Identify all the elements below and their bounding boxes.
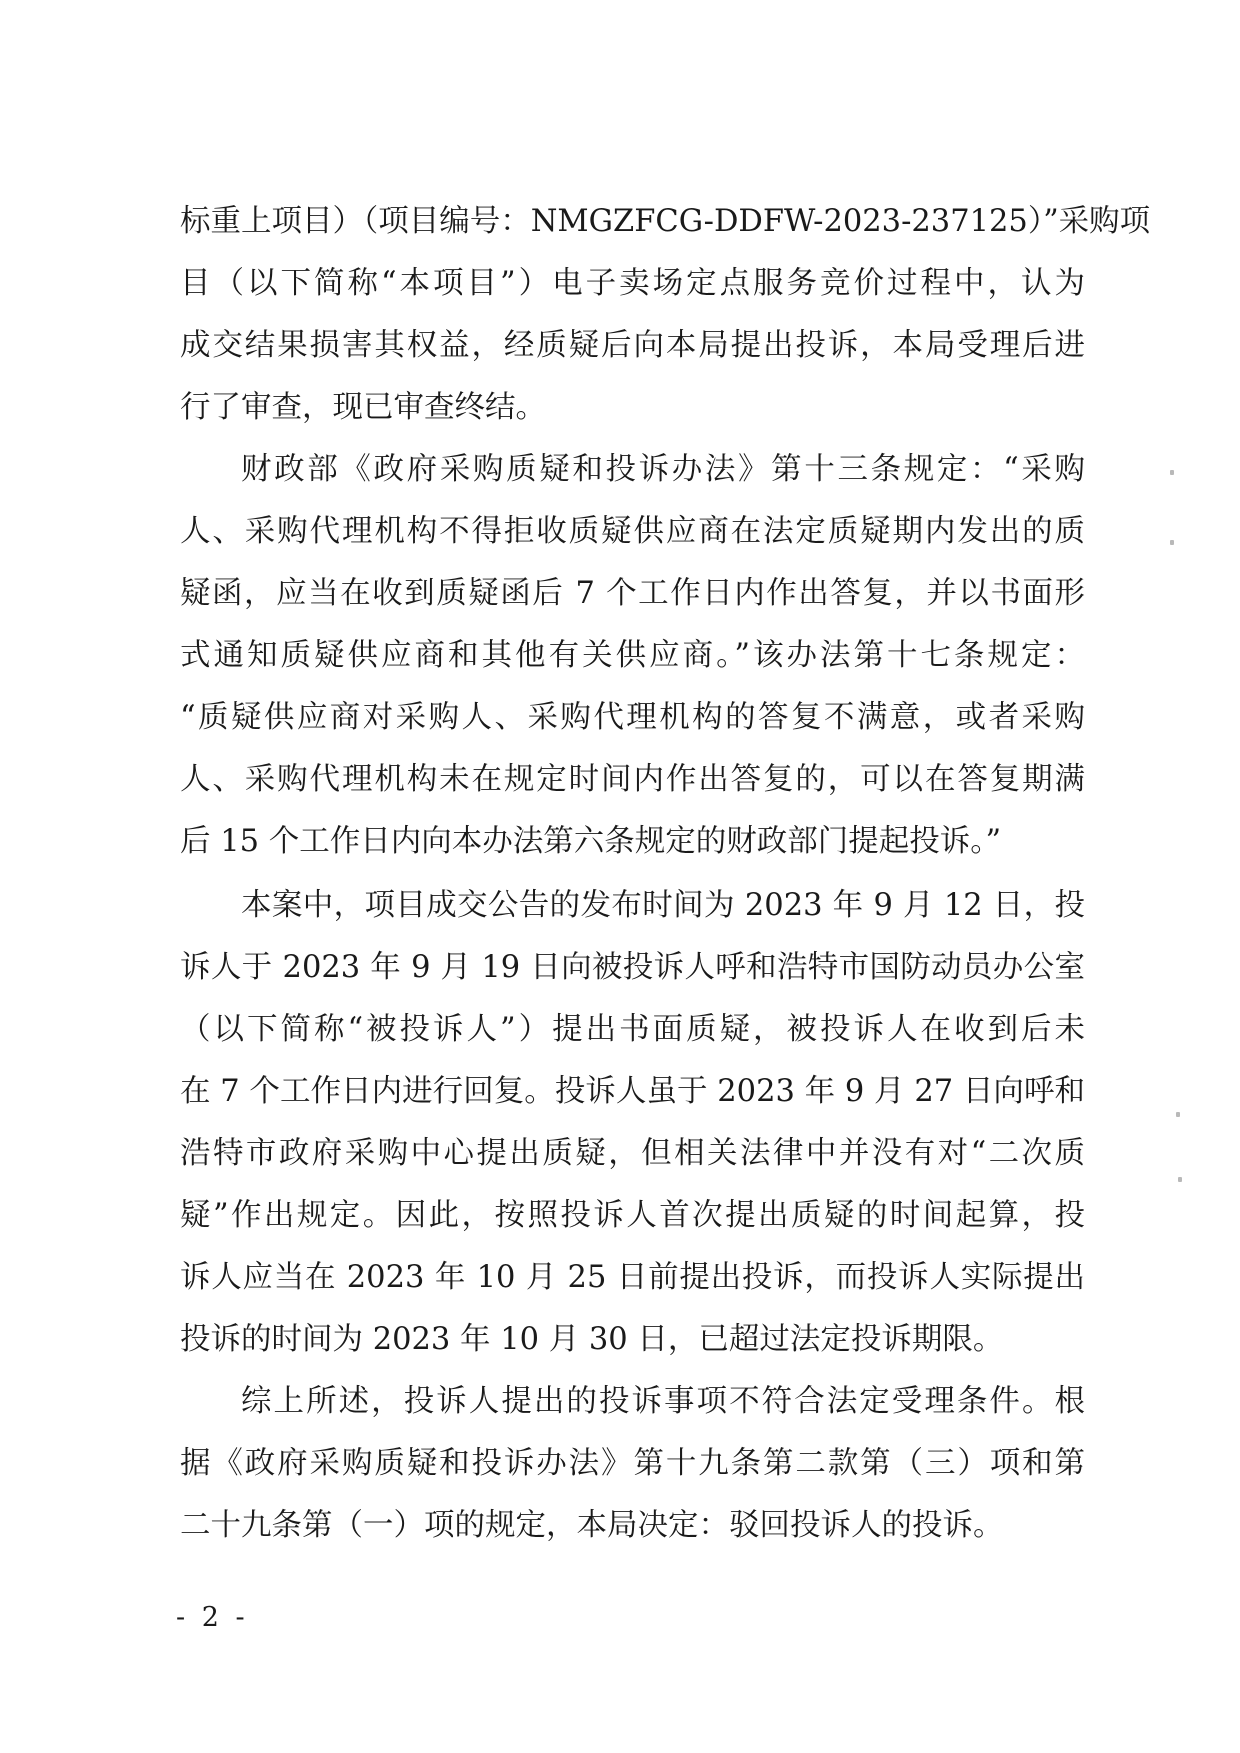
text-line: 二十九条第（一）项的规定，本局决定：驳回投诉人的投诉。: [180, 1508, 1004, 1543]
paragraph-start: 本案中，项目成交公告的发布时间为 2023 年 9 月 12 日，投: [241, 888, 1085, 923]
paragraph-start: 综上所述，投诉人提出的投诉事项不符合法定受理条件。根: [241, 1384, 1085, 1419]
text-line: 人、采购代理机构未在规定时间内作出答复的，可以在答复期满: [180, 762, 1085, 797]
scan-speck: [1170, 540, 1174, 545]
paragraph-start: 财政部《政府采购质疑和投诉办法》第十三条规定：“采购: [241, 452, 1085, 487]
text-line: 浩特市政府采购中心提出质疑，但相关法律中并没有对“二次质: [180, 1136, 1085, 1171]
text-line: 诉人应当在 2023 年 10 月 25 日前提出投诉，而投诉人实际提出: [180, 1260, 1085, 1295]
text-line: 式通知质疑供应商和其他有关供应商。”该办法第十七条规定：: [180, 638, 1085, 673]
text-line: 在 7 个工作日内进行回复。投诉人虽于 2023 年 9 月 27 日向呼和: [180, 1074, 1085, 1109]
text-line: 成交结果损害其权益，经质疑后向本局提出投诉，本局受理后进: [180, 328, 1085, 363]
text-line: （以下简称“被投诉人”）提出书面质疑，被投诉人在收到后未: [180, 1012, 1085, 1047]
text-line: 人、采购代理机构不得拒收质疑供应商在法定质疑期内发出的质: [180, 514, 1085, 549]
page-number: - 2 -: [176, 1602, 249, 1633]
text-line: 投诉的时间为 2023 年 10 月 30 日，已超过法定投诉期限。: [180, 1322, 1004, 1357]
text-line: 目（以下简称“本项目”）电子卖场定点服务竞价过程中，认为: [180, 266, 1085, 301]
text-line: 疑”作出规定。因此，按照投诉人首次提出质疑的时间起算，投: [180, 1198, 1085, 1233]
text-line: “质疑供应商对采购人、采购代理机构的答复不满意，或者采购: [180, 700, 1085, 735]
scan-speck: [1176, 1112, 1180, 1117]
text-line: 据《政府采购质疑和投诉办法》第十九条第二款第（三）项和第: [180, 1446, 1085, 1481]
scan-speck: [1178, 1177, 1182, 1182]
text-line: 标重上项目）（项目编号：NMGZFCG-DDFW-2023-237125）”采购项: [180, 204, 1151, 239]
text-line: 行了审查，现已审查终结。: [180, 390, 546, 425]
text-line: 诉人于 2023 年 9 月 19 日向被投诉人呼和浩特市国防动员办公室: [180, 950, 1085, 985]
scan-speck: [1170, 470, 1174, 475]
text-line: 后 15 个工作日内向本办法第六条规定的财政部门提起投诉。”: [180, 824, 1002, 859]
text-line: 疑函，应当在收到质疑函后 7 个工作日内作出答复，并以书面形: [180, 576, 1085, 611]
